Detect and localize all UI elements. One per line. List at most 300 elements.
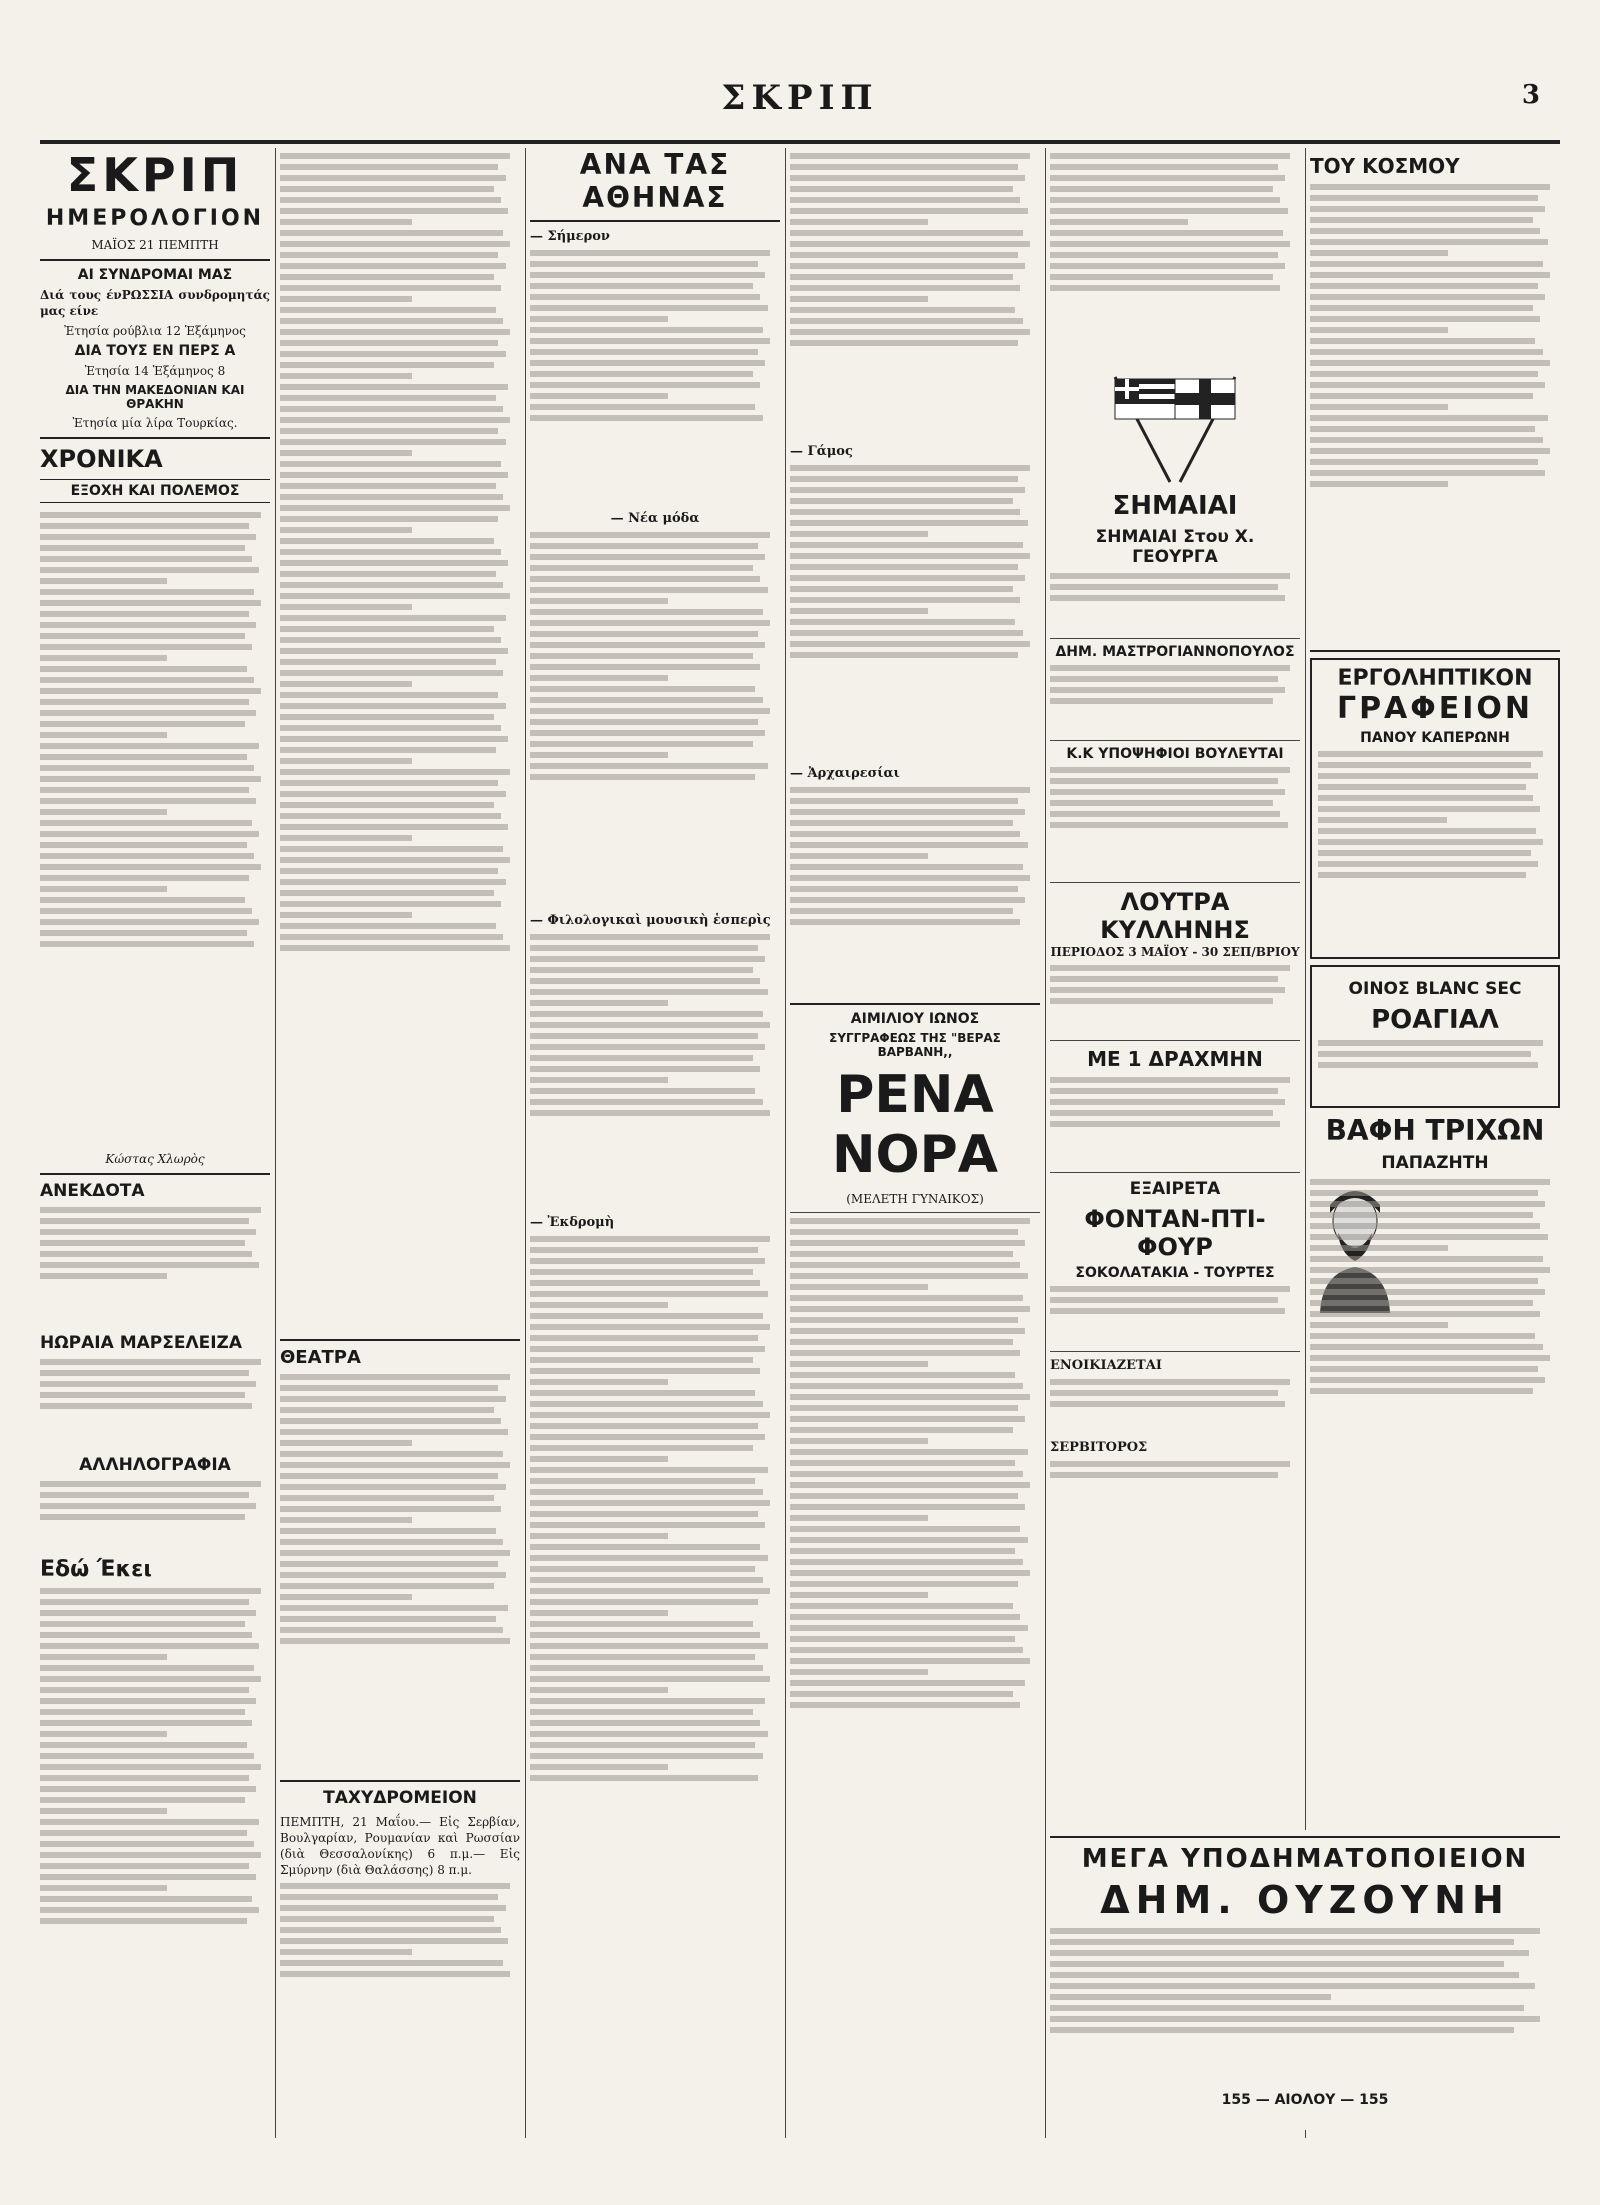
text-line — [790, 1581, 1018, 1587]
text-line — [790, 652, 1018, 658]
text-line — [280, 1407, 494, 1413]
text-line — [40, 1687, 249, 1693]
text-line — [530, 1390, 755, 1396]
text-line — [530, 774, 755, 780]
text-line — [530, 1269, 753, 1275]
text-line — [1310, 217, 1533, 223]
text-line — [280, 318, 503, 324]
text-line — [790, 1273, 1028, 1279]
text-line — [1318, 806, 1540, 812]
divider — [530, 220, 780, 222]
ad-ergoliptikon: ΕΡΓΟΛΗΠΤΙΚΟΝ — [1337, 666, 1533, 691]
text-line — [530, 730, 765, 736]
text-line — [1050, 219, 1188, 225]
text-line — [790, 1350, 1020, 1356]
text-line — [280, 758, 412, 764]
ad-body — [1050, 573, 1300, 633]
text-line — [280, 1396, 506, 1402]
text-line — [530, 1687, 668, 1693]
article-body — [1050, 153, 1300, 363]
text-line — [790, 575, 1025, 581]
text-line — [1310, 184, 1550, 190]
text-line — [280, 1495, 494, 1501]
text-line — [790, 208, 1028, 214]
article-body — [530, 934, 780, 1214]
text-line — [1310, 1190, 1538, 1196]
text-line — [1050, 1472, 1278, 1478]
text-line — [280, 824, 508, 830]
text-line — [40, 1503, 256, 1509]
article-body — [530, 532, 780, 912]
text-line — [1310, 1223, 1540, 1229]
text-line — [790, 1317, 1018, 1323]
text-line — [40, 941, 254, 947]
text-line — [790, 553, 1030, 559]
text-line — [40, 622, 256, 628]
divider — [1050, 1040, 1300, 1041]
article-body — [790, 787, 1040, 997]
text-line — [790, 307, 1015, 313]
text-line — [40, 666, 247, 672]
text-line — [530, 327, 763, 333]
text-line — [280, 747, 496, 753]
text-line — [280, 791, 506, 797]
text-line — [1050, 153, 1290, 159]
text-line — [40, 556, 252, 562]
text-line — [1310, 404, 1448, 410]
divider — [280, 1339, 520, 1341]
text-line — [790, 1504, 1025, 1510]
text-line — [40, 1709, 245, 1715]
text-line — [280, 780, 498, 786]
text-line — [530, 934, 770, 940]
text-line — [790, 1614, 1020, 1620]
ad-loutra: ΛΟΥΤΡΑ ΚΥΛΛΗΝΗΣ — [1100, 888, 1250, 944]
text-line — [790, 274, 1013, 280]
text-line — [530, 1742, 755, 1748]
text-line — [530, 404, 755, 410]
text-line — [530, 1698, 765, 1704]
text-line — [1050, 186, 1273, 192]
text-line — [1310, 327, 1448, 333]
divider — [1050, 1351, 1300, 1352]
text-line — [280, 428, 498, 434]
ad-heading: Κ.Κ ΥΠΟΨΗΦΙΟΙ ΒΟΥΛΕΥΤΑΙ — [1066, 746, 1284, 762]
text-line — [1310, 1366, 1538, 1372]
text-line — [790, 476, 1018, 482]
text-line — [530, 609, 763, 615]
text-line — [790, 1262, 1020, 1268]
text-line — [1050, 976, 1278, 982]
ad-oinos: ΟΙΝΟΣ BLANC SEC — [1348, 979, 1522, 999]
text-line — [1310, 415, 1548, 421]
text-line — [40, 721, 245, 727]
text-line — [530, 1379, 668, 1385]
text-line — [790, 787, 1030, 793]
text-line — [40, 1775, 249, 1781]
text-line — [280, 593, 510, 599]
text-line — [1050, 987, 1285, 993]
text-line — [790, 153, 1030, 159]
text-line — [40, 1610, 256, 1616]
text-line — [40, 1381, 256, 1387]
divider — [280, 1780, 520, 1782]
text-line — [40, 1251, 252, 1257]
masthead-rule — [40, 140, 1560, 144]
text-line — [280, 329, 510, 335]
ad-body — [1318, 1040, 1552, 1100]
text-line — [790, 1493, 1018, 1499]
text-line — [790, 1416, 1025, 1422]
text-line — [530, 664, 760, 670]
text-line — [1050, 274, 1273, 280]
article-heading: — Ἀρχαιρεσίαι — [790, 766, 900, 781]
text-line — [530, 305, 768, 311]
article-signature: Κώστας Χλωρὸς — [105, 1152, 205, 1166]
text-line — [280, 197, 501, 203]
text-line — [280, 1440, 412, 1446]
text-line — [790, 619, 1015, 625]
text-line — [530, 532, 770, 538]
text-line — [530, 565, 753, 571]
text-line — [530, 382, 760, 388]
text-line — [530, 1280, 760, 1286]
ad-fontan: ΦΟΝΤΑΝ-ΠΤΙ-ΦΟΥΡ — [1084, 1205, 1266, 1261]
text-line — [530, 1753, 763, 1759]
text-line — [280, 1473, 498, 1479]
ad-body — [1050, 1928, 1560, 2088]
text-line — [790, 296, 928, 302]
text-line — [790, 1361, 928, 1367]
text-line — [40, 1481, 261, 1487]
text-line — [40, 1262, 259, 1268]
flags-illustration — [1075, 367, 1275, 487]
text-line — [280, 1374, 510, 1380]
text-line — [530, 316, 668, 322]
text-line — [530, 1011, 763, 1017]
text-line — [790, 1636, 1015, 1642]
text-line — [790, 1306, 1030, 1312]
text-line — [530, 697, 763, 703]
text-line — [40, 776, 261, 782]
text-line — [1318, 751, 1543, 757]
text-line — [1050, 767, 1290, 773]
article-heading: Εδώ Έκει — [40, 1557, 152, 1582]
text-line — [280, 1971, 510, 1977]
text-line — [1050, 1390, 1278, 1396]
text-line — [1310, 1388, 1533, 1394]
text-line — [790, 1526, 1020, 1532]
text-line — [280, 373, 412, 379]
text-line — [790, 1559, 1023, 1565]
column-4 — [790, 148, 1040, 2138]
text-line — [40, 1852, 261, 1858]
text-line — [280, 703, 506, 709]
text-line — [530, 1775, 758, 1781]
text-line — [40, 842, 247, 848]
text-line — [1310, 1311, 1540, 1317]
article-body — [530, 1236, 780, 2036]
text-line — [40, 875, 249, 881]
text-line — [790, 1669, 928, 1675]
text-line — [40, 589, 254, 595]
article-body — [40, 1481, 270, 1551]
text-line — [530, 1110, 770, 1116]
text-line — [40, 1797, 245, 1803]
text-line — [530, 1247, 758, 1253]
text-line — [530, 989, 768, 995]
text-line — [1050, 1972, 1519, 1978]
text-line — [530, 1599, 758, 1605]
text-line — [1050, 573, 1290, 579]
text-line — [1310, 195, 1538, 201]
article-heading: — Σήμερον — [530, 229, 610, 244]
text-line — [280, 1385, 498, 1391]
text-line — [280, 252, 498, 258]
text-line — [530, 415, 763, 421]
text-line — [1318, 861, 1538, 867]
text-line — [1310, 239, 1548, 245]
text-line — [530, 1544, 760, 1550]
text-line — [280, 208, 508, 214]
text-line — [40, 1764, 261, 1770]
text-line — [1310, 1234, 1548, 1240]
text-line — [1318, 850, 1531, 856]
text-line — [530, 752, 668, 758]
text-line — [40, 886, 167, 892]
text-line — [40, 809, 167, 815]
text-line — [1310, 1322, 1448, 1328]
ad-body — [1050, 1461, 1300, 1501]
text-line — [40, 1492, 249, 1498]
text-line — [790, 186, 1013, 192]
paper-name: ΣΚΡΙΠ — [66, 148, 244, 202]
text-line — [790, 1372, 1015, 1378]
article-body — [1310, 184, 1560, 644]
text-line — [1310, 1300, 1533, 1306]
text-line — [280, 1894, 498, 1900]
text-line — [530, 945, 758, 951]
text-line — [530, 686, 755, 692]
text-line — [280, 1916, 494, 1922]
text-line — [530, 1302, 668, 1308]
text-line — [790, 864, 1023, 870]
text-line — [790, 531, 928, 537]
text-line — [790, 465, 1030, 471]
text-line — [790, 1438, 928, 1444]
article-heading: ΕΞΟΧΗ ΚΑΙ ΠΟΛΕΜΟΣ — [40, 479, 270, 503]
text-line — [1310, 371, 1538, 377]
text-line — [1050, 687, 1285, 693]
text-line — [280, 384, 508, 390]
text-line — [530, 1088, 755, 1094]
text-line — [40, 523, 249, 529]
text-line — [280, 1927, 501, 1933]
text-line — [530, 1055, 753, 1061]
text-line — [530, 1511, 758, 1517]
text-line — [280, 406, 503, 412]
text-line — [280, 813, 501, 819]
text-line — [280, 186, 494, 192]
divider — [40, 1173, 270, 1175]
text-line — [530, 1412, 770, 1418]
text-line — [790, 809, 1025, 815]
text-line — [1050, 1121, 1280, 1127]
text-line — [280, 263, 506, 269]
text-line — [530, 1000, 668, 1006]
article-heading: ΗΩΡΑΙΑ ΜΑΡΣΕΛΕΙΖΑ — [40, 1333, 243, 1353]
text-line — [790, 820, 1013, 826]
text-line — [40, 710, 256, 716]
subscriptions-text: Ἐτησία ρούβλια 12 Ἑξάμηνος — [64, 324, 246, 338]
text-line — [790, 886, 1018, 892]
text-line — [530, 261, 758, 267]
text-line — [530, 554, 765, 560]
article-heading: — Γάμος — [790, 444, 853, 459]
text-line — [530, 1022, 770, 1028]
article-body — [280, 1883, 520, 2033]
text-line — [790, 641, 1030, 647]
text-line — [40, 534, 256, 540]
text-line — [530, 642, 765, 648]
subscriptions-text: ΔΙΑ ΤΗΝ ΜΑΚΕΔΟΝΙΑΝ ΚΑΙ ΘΡΑΚΗΝ — [65, 383, 245, 411]
text-line — [790, 1339, 1013, 1345]
bottom-ad — [1050, 1830, 1560, 2130]
text-line — [530, 587, 768, 593]
text-line — [280, 1451, 503, 1457]
text-line — [40, 1273, 167, 1279]
text-line — [1318, 1062, 1538, 1068]
text-line — [530, 294, 760, 300]
section-headline: ΑΝΑ ΤΑΣ ΑΘΗΝΑΣ — [579, 148, 731, 214]
text-line — [790, 608, 928, 614]
text-line — [530, 708, 770, 714]
text-line — [1050, 2005, 1524, 2011]
divider — [1050, 882, 1300, 883]
text-line — [530, 1632, 760, 1638]
text-line — [530, 1033, 758, 1039]
text-line — [530, 576, 760, 582]
text-line — [530, 1467, 768, 1473]
text-line — [1050, 1308, 1285, 1314]
text-line — [280, 626, 494, 632]
ad-body — [1318, 751, 1552, 951]
text-line — [40, 1392, 245, 1398]
text-line — [530, 1676, 770, 1682]
text-line — [790, 897, 1025, 903]
text-line — [790, 487, 1025, 493]
text-line — [280, 1638, 510, 1644]
text-line — [530, 1099, 763, 1105]
text-line — [280, 1938, 508, 1944]
text-line — [280, 912, 412, 918]
text-line — [280, 1506, 501, 1512]
text-line — [280, 879, 506, 885]
text-line — [1310, 1245, 1448, 1251]
article-heading: ΑΝΕΚΔΟΤΑ — [40, 1181, 145, 1201]
divider — [1050, 638, 1300, 639]
text-line — [530, 1335, 758, 1341]
text-line — [1050, 1961, 1504, 1967]
text-line — [280, 659, 496, 665]
text-line — [790, 1658, 1030, 1664]
text-line — [40, 1896, 252, 1902]
divider — [1050, 740, 1300, 741]
text-line — [790, 1471, 1023, 1477]
text-line — [530, 1401, 763, 1407]
ad-writer: ΣΥΓΓΡΑΦΕΩΣ ΤΗΣ "ΒΕΡΑΣ ΒΑΡΒΑΝΗ,, — [829, 1031, 1001, 1059]
text-line — [40, 908, 252, 914]
text-line — [40, 1918, 247, 1924]
text-line — [790, 1284, 928, 1290]
text-line — [1310, 481, 1448, 487]
text-line — [530, 1236, 770, 1242]
text-line — [790, 1240, 1025, 1246]
ad-kaperoni: ΠΑΝΟΥ ΚΑΠΕΡΩΝΗ — [1360, 730, 1510, 746]
text-line — [280, 1462, 510, 1468]
text-line — [280, 901, 501, 907]
text-line — [40, 1874, 256, 1880]
text-line — [790, 1218, 1030, 1224]
text-line — [790, 241, 1030, 247]
text-line — [40, 1632, 252, 1638]
text-line — [1318, 817, 1447, 823]
text-line — [280, 351, 506, 357]
text-line — [40, 600, 261, 606]
text-line — [280, 1883, 510, 1889]
text-line — [530, 1445, 753, 1451]
text-line — [40, 699, 249, 705]
text-line — [790, 340, 1018, 346]
text-line — [1310, 294, 1545, 300]
text-line — [530, 1731, 768, 1737]
article-heading: — Ἐκδρομὴ — [530, 1215, 615, 1230]
text-line — [530, 1588, 770, 1594]
text-line — [1310, 228, 1540, 234]
text-line — [280, 692, 498, 698]
text-line — [1050, 197, 1280, 203]
text-line — [530, 1291, 768, 1297]
text-line — [790, 498, 1013, 504]
text-line — [40, 1720, 252, 1726]
text-line — [280, 1960, 503, 1966]
text-line — [40, 1830, 247, 1836]
text-line — [530, 1720, 760, 1726]
article-heading: ΑΛΛΗΛΟΓΡΑΦΙΑ — [79, 1455, 231, 1475]
text-line — [1050, 822, 1288, 828]
text-line — [790, 1394, 1030, 1400]
text-line — [530, 1533, 668, 1539]
text-line — [280, 483, 496, 489]
text-line — [40, 831, 259, 837]
text-line — [280, 1905, 506, 1911]
text-line — [790, 1647, 1023, 1653]
text-line — [1310, 1201, 1545, 1207]
text-line — [790, 318, 1023, 324]
text-line — [530, 360, 765, 366]
text-line — [280, 1627, 503, 1633]
text-line — [280, 604, 412, 610]
text-line — [40, 567, 259, 573]
ad-body — [1050, 767, 1300, 877]
text-line — [790, 630, 1023, 636]
divider — [40, 259, 270, 261]
text-line — [1318, 872, 1526, 878]
text-line — [530, 1066, 760, 1072]
text-line — [280, 923, 496, 929]
column-2 — [280, 148, 520, 2138]
ad-sokolatakia: ΣΟΚΟΛΑΤΑΚΙΑ - ΤΟΥΡΤΕΣ — [1075, 1265, 1275, 1281]
